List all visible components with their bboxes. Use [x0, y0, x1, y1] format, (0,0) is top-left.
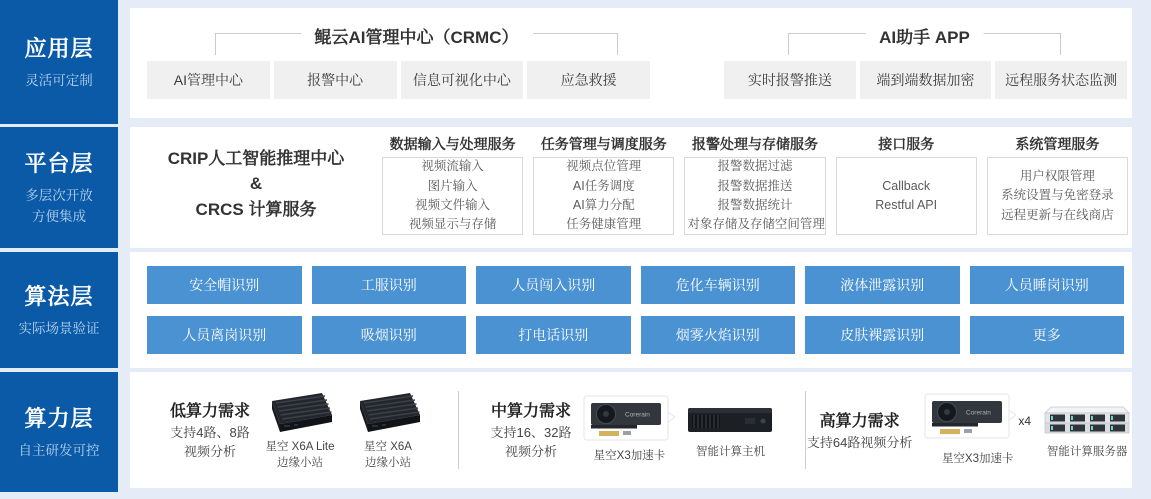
layer-title: 应用层 — [24, 36, 94, 62]
compute-group-low — [138, 388, 458, 471]
crmc-group — [147, 8, 650, 118]
list-item: 视频点位管理 — [566, 159, 642, 174]
platform-column-task-mgmt — [533, 133, 674, 235]
device-label: 星空 X6A Lite 边缘小站 — [265, 441, 335, 469]
layer-subtitle: 多层次开放 方便集成 — [25, 188, 93, 224]
edge-station-image — [350, 388, 426, 438]
platform-columns — [382, 133, 1128, 235]
platform-column-system-mgmt — [987, 133, 1128, 235]
app-item: 实时报警推送 — [724, 61, 856, 99]
app-item: 端到端数据加密 — [860, 61, 992, 99]
device-edge-station-lite — [262, 388, 338, 471]
list-item: 用户权限管理 — [1019, 168, 1095, 183]
compute-title: 高算力需求 — [819, 412, 900, 430]
column-box — [382, 157, 523, 235]
layer-subtitle: 自主研发可控 — [18, 443, 100, 459]
column-box — [533, 157, 674, 235]
ai-app-items — [724, 61, 1127, 99]
column-title: 任务管理与调度服务 — [540, 136, 667, 152]
gpu-card-image — [583, 395, 675, 447]
column-box — [836, 157, 977, 235]
list-item: 图片输入 — [427, 178, 478, 193]
app-item: 远程服务状态监测 — [995, 61, 1127, 99]
server-dark-image — [687, 399, 773, 443]
compute-group-high — [806, 393, 1132, 468]
device-label: 星空X3加速卡 — [593, 450, 666, 463]
list-item: 视频显示与存储 — [408, 217, 497, 232]
compute-desc: 支持4路、8路 视频分析 — [170, 425, 250, 459]
compute-desc: 支持64路视频分析 — [806, 434, 913, 450]
list-item: Restful API — [875, 198, 938, 212]
algo-tile-hazmat-vehicle: 危化车辆识别 — [641, 266, 796, 304]
column-title: 系统管理服务 — [1015, 136, 1100, 152]
algo-tile-intrusion: 人员闯入识别 — [476, 266, 631, 304]
column-title: 接口服务 — [878, 136, 935, 152]
platform-layer-panel — [130, 127, 1132, 248]
app-item: 应急救援 — [527, 61, 650, 99]
platform-heading: CRIP人工智能推理中心 & CRCS 计算服务 — [167, 148, 345, 219]
device-compute-host — [687, 399, 773, 461]
list-item: 视频文件输入 — [415, 198, 491, 212]
platform-column-data-input — [382, 133, 523, 235]
column-box — [987, 157, 1128, 235]
crmc-title: 鲲云AI管理中心（CRMC） — [301, 23, 533, 48]
compute-group-medium — [459, 395, 805, 465]
layer-tab-compute — [0, 372, 118, 492]
list-item: 对象存储及存储空间管理 — [687, 217, 825, 232]
list-item: 视频流输入 — [421, 159, 484, 174]
compute-desc: 支持16、32路 视频分析 — [490, 425, 572, 459]
algorithm-layer-panel — [130, 252, 1132, 368]
crmc-bracket — [215, 28, 618, 55]
list-item: 远程更新与在线商店 — [1001, 207, 1114, 222]
layer-tab-platform — [0, 127, 118, 248]
algo-tile-phone-call: 打电话识别 — [476, 316, 631, 354]
device-compute-server — [1043, 399, 1131, 461]
layer-subtitle: 灵活可定制 — [25, 73, 93, 89]
layer-tab-application — [0, 0, 118, 124]
x4-badge: x4 — [1018, 414, 1032, 429]
device-edge-station — [350, 388, 426, 471]
algo-tile-sleeping: 人员睡岗识别 — [970, 266, 1125, 304]
ai-app-title: AI助手 APP — [865, 23, 984, 48]
layer-tab-algorithm — [0, 252, 118, 368]
column-title: 报警处理与存储服务 — [692, 136, 818, 152]
device-accelerator-card — [583, 395, 675, 465]
compute-title: 低算力需求 — [169, 403, 250, 421]
compute-layer-panel — [130, 372, 1132, 488]
ai-app-group — [724, 8, 1127, 118]
algo-tile-helmet: 安全帽识别 — [147, 266, 302, 304]
device-accelerator-card-x4 — [924, 393, 1031, 468]
device-label: 星空 X6A 边缘小站 — [364, 441, 412, 469]
compute-title: 中算力需求 — [490, 403, 571, 421]
list-item: 任务健康管理 — [566, 217, 642, 232]
algo-tile-smoking: 吸烟识别 — [312, 316, 467, 354]
list-item: 系统设置与免密登录 — [1001, 188, 1114, 203]
list-item: 报警数据推送 — [717, 178, 793, 193]
algo-tile-smoke-fire: 烟雾火焰识别 — [641, 316, 796, 354]
platform-column-api — [836, 133, 977, 235]
device-label: 智能计算服务器 — [1046, 446, 1128, 459]
svg-text:Corerain: Corerain — [966, 409, 992, 417]
list-item: AI任务调度 — [572, 178, 635, 193]
algo-tile-more: 更多 — [970, 316, 1125, 354]
svg-text:Corerain: Corerain — [625, 411, 651, 419]
crmc-items — [147, 61, 650, 99]
edge-station-image — [262, 388, 338, 438]
device-label: 智能计算主机 — [695, 446, 765, 459]
list-item: AI算力分配 — [572, 198, 635, 212]
layer-title: 算法层 — [24, 284, 94, 310]
gpu-card-image — [924, 393, 1016, 450]
algo-tile-skin-exposure: 皮肤裸露识别 — [805, 316, 960, 354]
column-box — [684, 157, 825, 235]
list-item: Callback — [882, 178, 931, 193]
column-title: 数据输入与处理服务 — [389, 136, 516, 152]
layer-title: 算力层 — [24, 406, 94, 432]
device-label: 星空X3加速卡 — [941, 452, 1014, 465]
platform-column-alarm — [684, 133, 825, 235]
ai-app-bracket — [788, 28, 1061, 55]
list-item: 报警数据过滤 — [717, 159, 793, 174]
app-item: AI管理中心 — [147, 61, 270, 99]
algo-tile-liquid-leak: 液体泄露识别 — [805, 266, 960, 304]
algo-tile-uniform: 工服识别 — [312, 266, 467, 304]
layer-subtitle: 实际场景验证 — [18, 321, 100, 337]
app-item: 报警中心 — [274, 61, 397, 99]
server-light-image — [1043, 399, 1131, 443]
app-item: 信息可视化中心 — [401, 61, 524, 99]
algo-tile-absence: 人员离岗识别 — [147, 316, 302, 354]
layer-title: 平台层 — [24, 151, 94, 177]
application-layer-panel — [130, 8, 1132, 118]
list-item: 报警数据统计 — [717, 198, 793, 212]
